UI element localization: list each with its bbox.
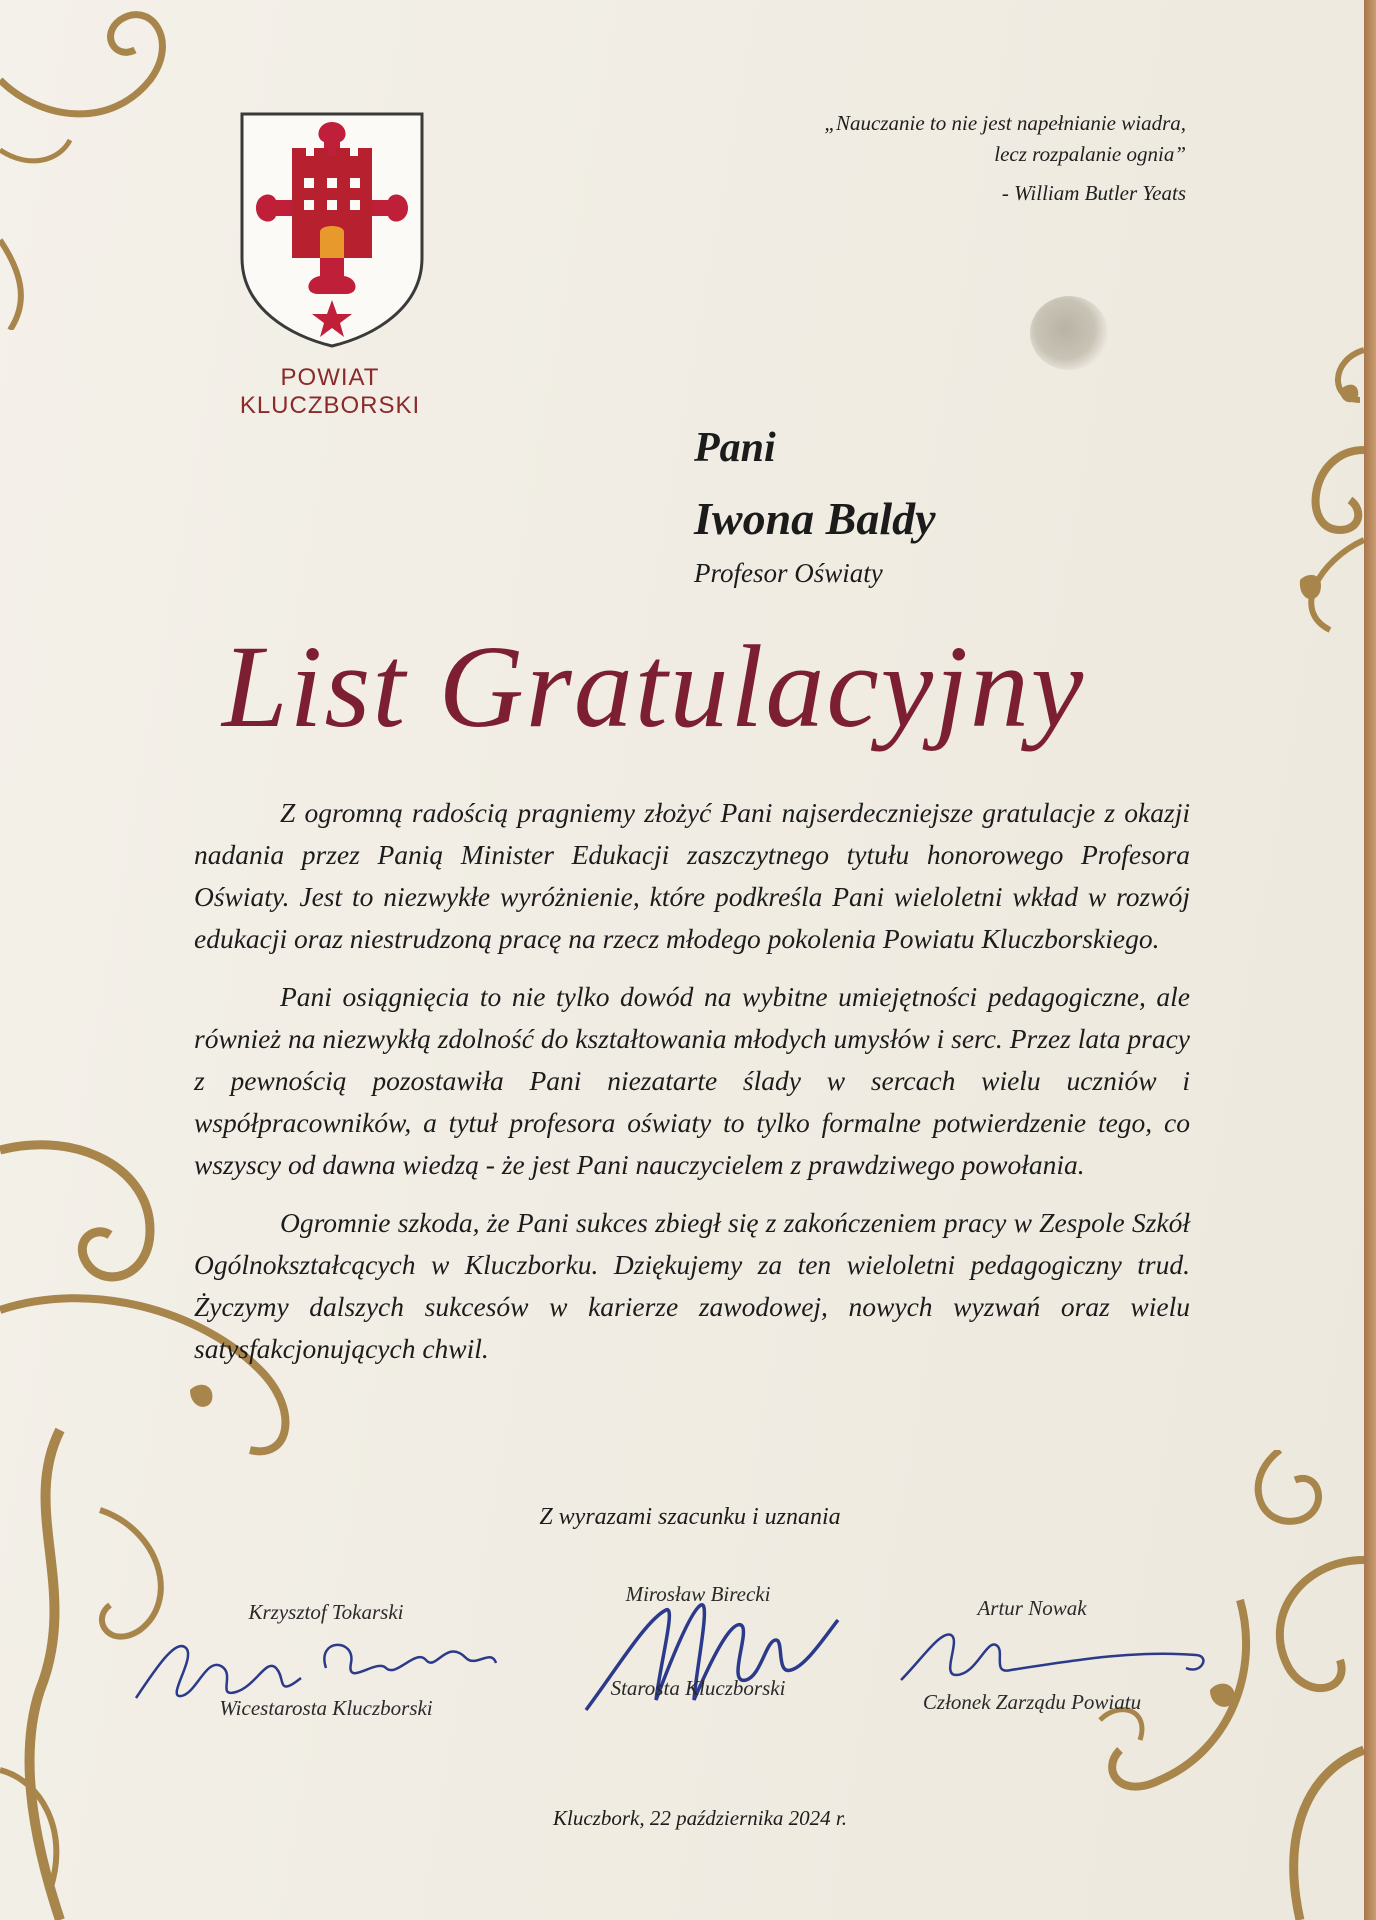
body-paragraph-2: Pani osiągnięcia to nie tylko dowód na wybitne umiejętności pedagogiczne, ale również na niezwykłą zdolność do kształtowania młodych umysłów i serc. Przez lata pracy z pewnością pozostawiła Pani niezatarte ślady w sercach wielu uczniów i współpracowników, a tytuł profesora oświaty to tylko formalne potwierdzenie tego, co wszyscy od dawna wiedzą - że jest Pani nauczycielem z prawdziwego powołania. [194,981,1190,1180]
quote-line-2: lecz rozpalanie ognia” [994,142,1186,166]
yeats-quote [626,108,1186,209]
recipient-title: Pani [694,425,776,471]
quote-line-1: „Nauczanie to nie jest napełnianie wiadra, [824,111,1186,135]
certificate-heading: List Gratulacyjny [222,621,1086,752]
recipient-name: Iwona Baldy [694,493,936,544]
letter-body [194,792,1190,1386]
closing-phrase: Z wyrazami szacunku i uznania [539,1504,841,1530]
paper-stain [1030,296,1108,370]
signatory-3-name: Artur Nowak [977,1596,1087,1620]
date-line: Kluczbork, 22 października 2024 r. [553,1806,847,1830]
signatory-2-name: Mirosław Birecki [625,1582,771,1606]
body-paragraph-1: Z ogromną radością pragniemy złożyć Pani najserdeczniejsze gratulacje z okazji nadania przez Panią Minister Edukacji zaszczytnego tytułu honorowego Profesora Oświaty. Jest to niezwykłe wyróżnienie, które podkreśla Pani wieloletni wkład w rozwój edukacji oraz niestrudzoną pracę na rzecz młodego pokolenia Powiatu Kluczborskiego. [194,797,1190,954]
quote-author: - William Butler Yeats [1001,181,1186,205]
crest-label: POWIAT KLUCZBORSKI [239,364,421,419]
signatory-1-name: Krzysztof Tokarski [248,1600,404,1624]
signatory-3-signature [896,1620,1216,1690]
powiat-crest-logo [234,108,430,350]
signatory-1-role: Wicestarosta Kluczborski [219,1696,433,1720]
body-paragraph-3: Ogromnie szkoda, że Pani sukces zbiegł się z zakończeniem pracy w Zespole Szkół Ogólnokształcących w Kluczborku. Dziękujemy za ten wieloletni pedagogiczny trud. Życzymy dalszych sukcesów w karierze zawodowej, nowych wyzwań oraz wielu satysfakcjonujących chwil. [194,1207,1190,1364]
signatory-2-role: Starosta Kluczborski [610,1676,786,1700]
right-swirl-ornament [1270,330,1364,670]
top-left-swirl-ornament [0,0,200,330]
recipient-role: Profesor Oświaty [694,558,883,588]
signatory-3-role: Członek Zarządu Powiatu [922,1690,1142,1714]
wooden-table-edge [1364,0,1376,1920]
